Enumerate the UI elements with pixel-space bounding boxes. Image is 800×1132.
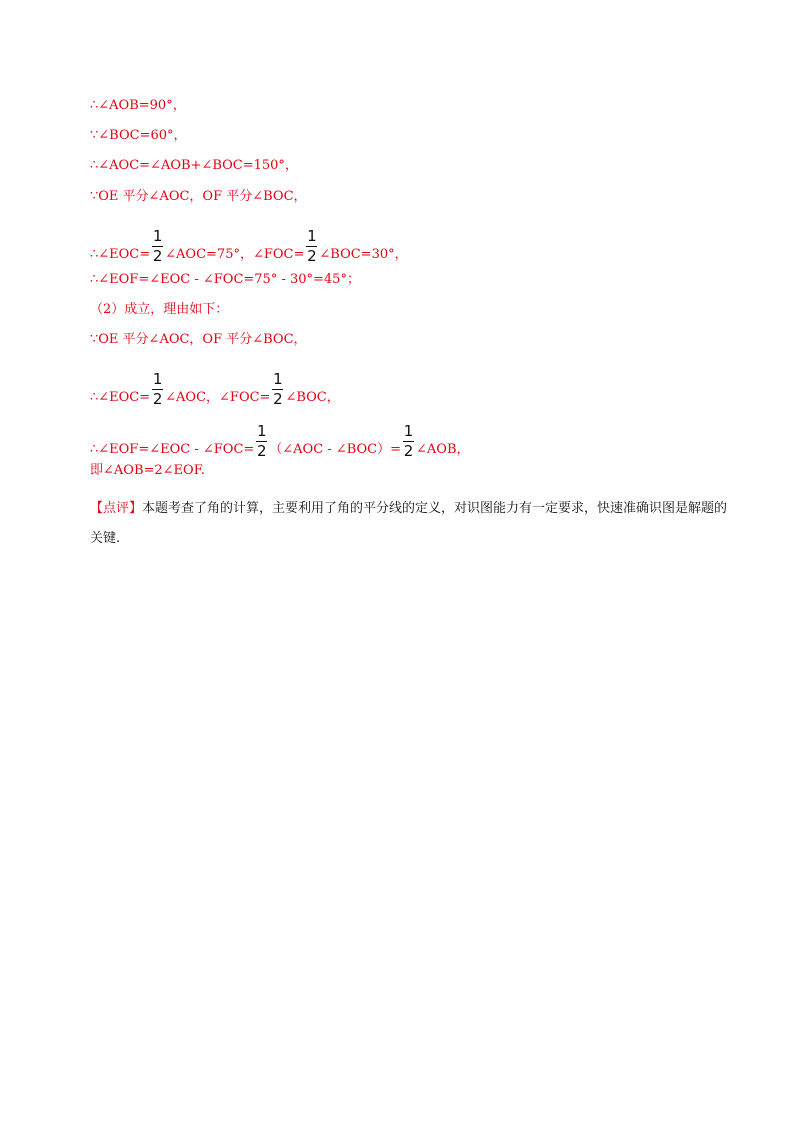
fraction-numerator: 1 (152, 227, 163, 245)
fraction-numerator: 1 (273, 370, 283, 388)
fraction-denominator: 2 (273, 390, 283, 408)
fraction-half (256, 423, 267, 460)
fraction-denominator: 2 (403, 442, 414, 460)
comment-block (90, 494, 740, 554)
comment-text: 本题考查了角的计算，主要利用了角的平分线的定义，对识图能力有一定要求，快速准确识图是解题的关键. (90, 501, 728, 546)
text-segment: ∠AOB， (416, 442, 470, 457)
proof-line-6: ∴∠EOF=∠EOC - ∠FOC=75° - 30°=45°； (90, 272, 360, 287)
fraction-denominator: 2 (257, 442, 267, 460)
text-segment: ∴∠EOF=∠EOC - ∠FOC= (90, 442, 255, 457)
fraction-numerator: 1 (152, 370, 163, 388)
fraction-denominator: 2 (152, 247, 163, 265)
fraction-denominator: 2 (152, 390, 163, 408)
text-segment: ∴∠EOC= (90, 247, 151, 262)
proof-line-2: ∵∠BOC=60°， (90, 128, 187, 143)
fraction-half (403, 423, 414, 460)
fraction-half (152, 228, 163, 265)
fraction-numerator: 1 (307, 227, 317, 245)
proof-line-11: 即∠AOB=2∠EOF. (90, 463, 205, 478)
proof-line-5 (90, 227, 408, 273)
text-segment: ∴∠EOC= (90, 390, 151, 405)
proof-line-3: ∴∠AOC=∠AOB+∠BOC=150°， (90, 158, 298, 173)
text-segment: ∠BOC=30°， (319, 247, 408, 262)
proof-line-8: ∵OE 平分∠AOC，OF 平分∠BOC， (90, 332, 307, 347)
fraction-denominator: 2 (307, 247, 317, 265)
fraction-half (306, 228, 317, 265)
text-segment: ∠AOC，∠FOC= (165, 390, 271, 405)
fraction-numerator: 1 (257, 422, 267, 440)
text-segment: ∠AOC=75°，∠FOC= (165, 247, 305, 262)
text-segment: ∠BOC， (285, 390, 340, 405)
comment-tag: 【点评】 (90, 501, 143, 516)
text-segment: （∠AOC - ∠BOC）= (269, 442, 402, 457)
proof-line-7: （2）成立，理由如下： (90, 302, 229, 317)
fraction-half (272, 371, 283, 408)
proof-line-9 (90, 370, 340, 416)
fraction-half (152, 371, 163, 408)
proof-line-1: ∴∠AOB=90°， (90, 98, 186, 113)
proof-line-4: ∵OE 平分∠AOC，OF 平分∠BOC， (90, 189, 307, 204)
fraction-numerator: 1 (403, 422, 414, 440)
